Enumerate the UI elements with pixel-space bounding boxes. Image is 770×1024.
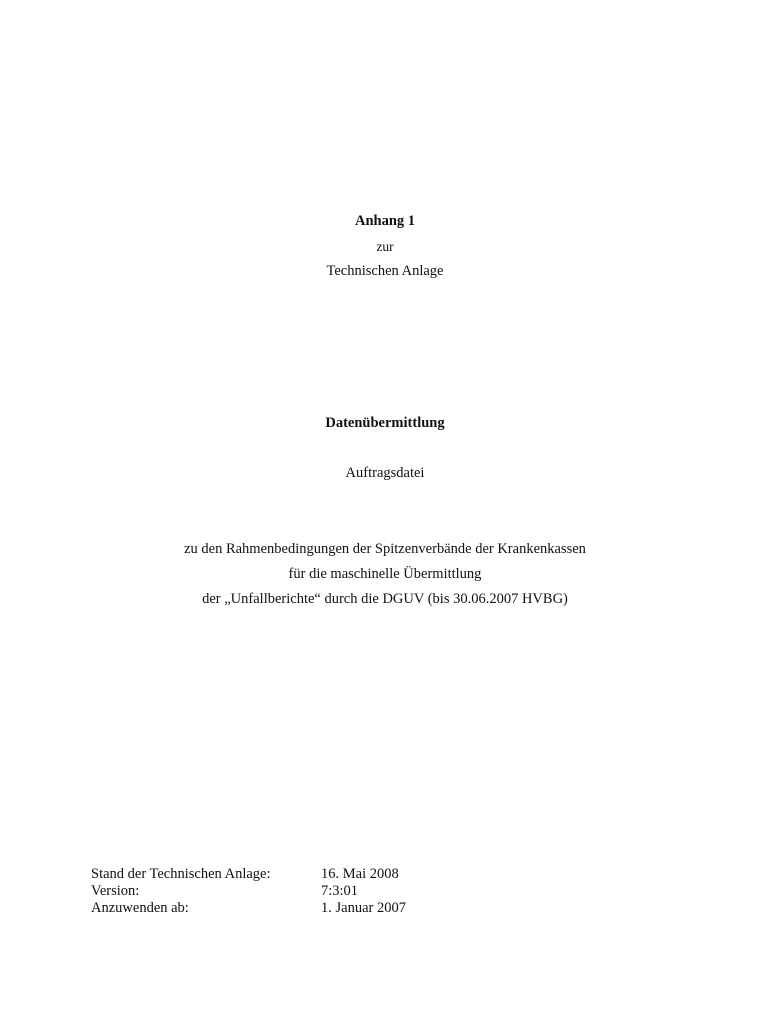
meta-row-anzuwenden [91, 900, 521, 917]
meta-row-stand [91, 866, 521, 883]
section-title: Datenübermittlung [325, 415, 445, 431]
meta-label-version: Version: [91, 883, 140, 899]
meta-label-anzuwenden: Anzuwenden ab: [91, 900, 189, 916]
appendix-subtitle: Technischen Anlage [326, 263, 444, 279]
document-meta [91, 866, 521, 917]
description-line-2: für die maschinelle Übermittlung [288, 566, 482, 582]
meta-row-version [91, 883, 521, 900]
meta-value-version: 7:3:01 [321, 883, 359, 899]
appendix-title: Anhang 1 [354, 213, 416, 229]
meta-value-stand: 16. Mai 2008 [321, 866, 399, 882]
meta-value-anzuwenden: 1. Januar 2007 [321, 900, 406, 916]
meta-label-stand: Stand der Technischen Anlage: [91, 866, 271, 882]
section-subtitle: Auftragsdatei [345, 465, 425, 481]
description-line-3: der „Unfallberichte“ durch die DGUV (bis 30.06.2007 HVBG) [202, 591, 568, 607]
appendix-connector: zur [376, 239, 394, 254]
description-line-1: zu den Rahmenbedingungen der Spitzenverbände der Krankenkassen [184, 541, 586, 557]
